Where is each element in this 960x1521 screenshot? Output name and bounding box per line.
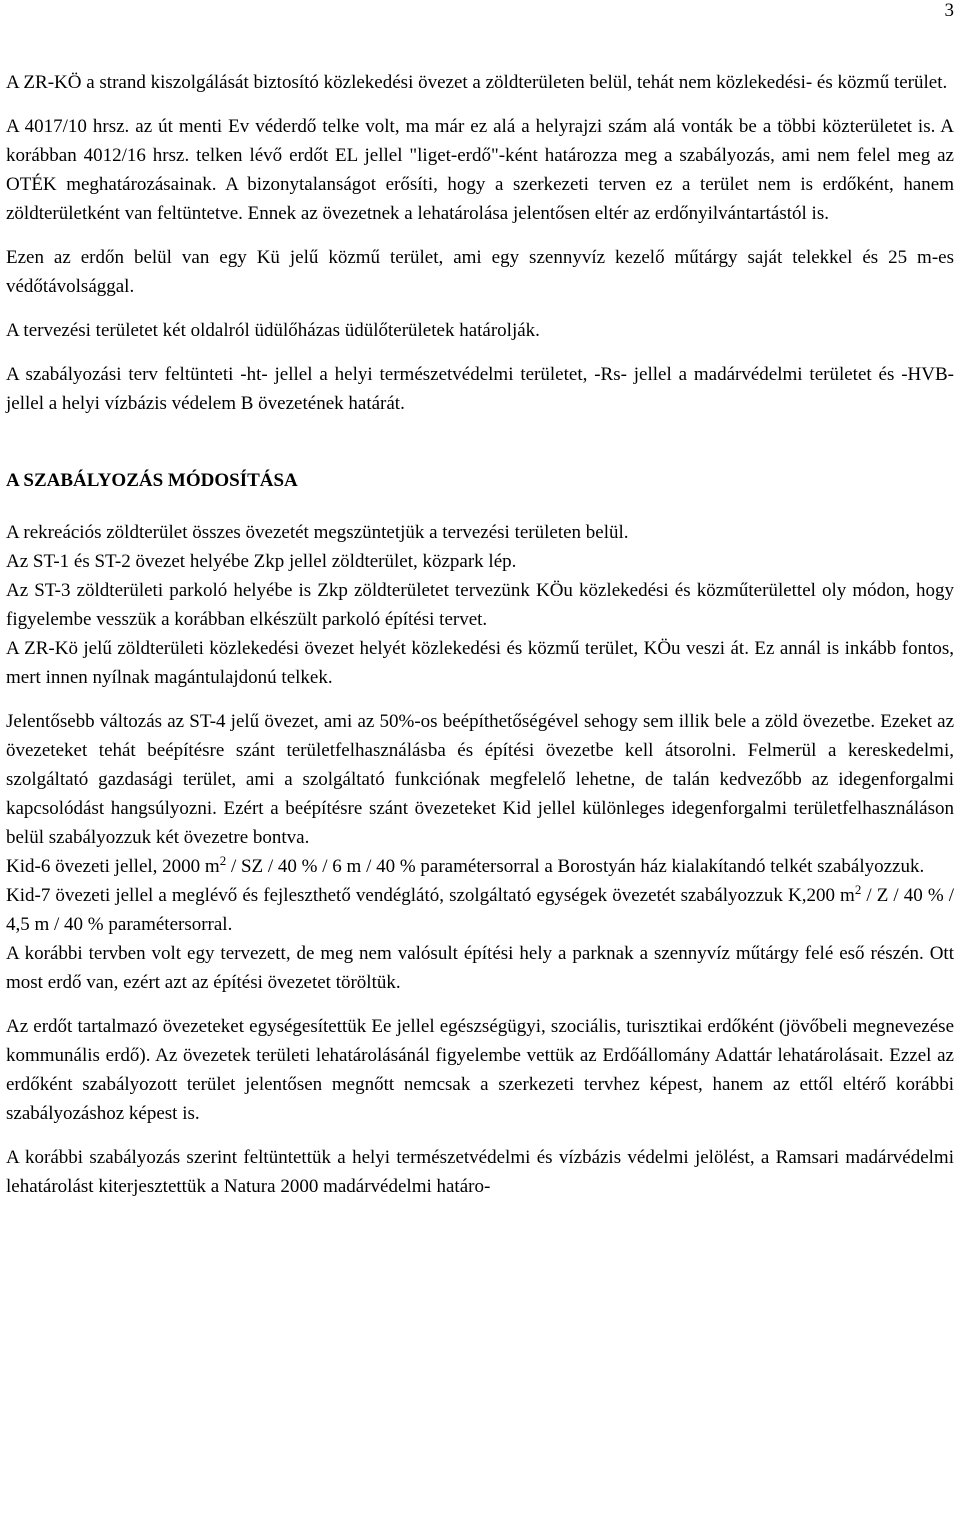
paragraph-st3: Az ST-3 zöldterületi parkoló helyébe is Zkp zöldterületet tervezünk KÖu közlekedési és közműterülettel oly módon, hogy figyelembe vesszük a korábban elkészült parkoló építési tervet.: [6, 580, 954, 630]
paragraph-ku-kozmu: Ezen az erdőn belül van egy Kü jelű közmű terület, ami egy szennyvíz kezelő műtárgy saját telekkel és 25 m-es védőtávolsággal.: [6, 247, 954, 297]
paragraph-kid7: [6, 881, 954, 939]
paragraph-st1-st2: Az ST-1 és ST-2 övezet helyébe Zkp jellel zöldterület, közpark lép.: [6, 551, 517, 572]
kid6-text-before: Kid-6 övezeti jellel, 2000 m: [6, 856, 220, 877]
paragraph-kid6: [6, 852, 954, 881]
paragraph-zr-ko: A ZR-KÖ a strand kiszolgálását biztosító közlekedési övezet a zöldterületen belül, tehát nem közlekedési- és közmű terület.: [6, 72, 948, 93]
kid6-text-after: / SZ / 40 % / 6 m / 40 % paramétersorral a Borostyán ház kialakítandó telkét szabályozzuk.: [226, 856, 925, 877]
page-number: 3: [944, 0, 954, 21]
kid6-superscript: 2: [219, 853, 227, 868]
paragraph-st4: Jelentősebb változás az ST-4 jelű övezet, ami az 50%-os beépíthetőségével sehogy sem illik bele a zöld övezetbe. Ezeket az övezeteket tehát beépítésre szánt területfelhasználásba és építési övezetbe kell átsorolni. Felmerül a kereskedelmi, szolgáltató gazdasági terület, ami a szolgáltató funkciónak megfelelő lehetne, de talán kedvezőbb az idegenforgalmi kapcsolódást hangsúlyozni. Ezért a beépítésre szánt övezeteket Kid jellel különleges idegenforgalmi területfelhasználáson belül szabályozzuk két övezetre bontva.: [6, 711, 954, 848]
kid7-text-after: / Z / 40 % / 4,5 m / 40 % paramétersorral.: [6, 885, 954, 935]
paragraph-erdo-ovezetek: Az erdőt tartalmazó övezeteket egységesítettük Ee jellel egészségügyi, szociális, turisztikai erdőként (jövőbeli megnevezése kommunális erdő). Az övezetek területi lehatárolásánál figyelembe vettük az Erdőállomány Adattár lehatárolásait. Ezzel az erdőként szabályozott terület jelentősen megnőtt nemcsak a szerkezeti tervhez képest, hanem az ettől eltérő korábbi szabályozáshoz képest is.: [6, 1016, 954, 1124]
kid7-text-before: Kid-7 övezeti jellel a meglévő és fejleszthető vendéglátó, szolgáltató egységek övezetét szabályozzuk K,200 m: [6, 885, 855, 906]
paragraph-korabbi-szabalyozas: A korábbi szabályozás szerint feltüntettük a helyi természetvédelmi és vízbázis védelmi jelölést, a Ramsari madárvédelmi lehatárolást kiterjesztettük a Natura 2000 madárvédelmi határo-: [6, 1147, 954, 1197]
paragraph-korabbi-terv: A korábbi tervben volt egy tervezett, de meg nem valósult építési hely a parknak a szennyvíz műtárgy felé eső részén. Ott most erdő van, ezért azt az építési övezetet töröltük.: [6, 943, 954, 993]
section-heading: A SZABÁLYOZÁS MÓDOSÍTÁSA: [6, 470, 298, 491]
paragraph-zr-ko-kou: A ZR-Kö jelű zöldterületi közlekedési övezet helyét közlekedési és közmű terület, KÖu veszi át. Ez annál is inkább fontos, mert innen nyílnak magántulajdonú telkek.: [6, 638, 954, 688]
paragraph-hrsz: A 4017/10 hrsz. az út menti Ev véderdő telke volt, ma már ez alá a helyrajzi szám alá vonták be a többi közterületet is. A korábban 4012/16 hrsz. telken lévő erdőt EL jellel "liget-erdő"-ként határozza meg a szabályozás, ami nem felel meg az OTÉK meghatározásainak. A bizonytalanságot erősíti, hogy a szerkezeti terven ez a terület nem is erdőként, hanem zöldterületként van feltüntetve. Ennek az övezetnek a lehatárolása jelentősen eltér az erdőnyilvántartástól is.: [6, 116, 954, 224]
document-body: [6, 68, 954, 1201]
paragraph-szabalyozasi-terv: A szabályozási terv feltünteti -ht- jellel a helyi természetvédelmi területet, -Rs- jellel a madárvédelmi területet és -HVB- jellel a helyi vízbázis védelem B övezetének határát.: [6, 364, 954, 414]
paragraph-rekreacios: A rekreációs zöldterület összes övezetét megszüntetjük a tervezési területen belül.: [6, 522, 629, 543]
paragraph-udulo: A tervezési területet két oldalról üdülőházas üdülőterületek határolják.: [6, 320, 540, 341]
kid7-superscript: 2: [854, 882, 862, 897]
